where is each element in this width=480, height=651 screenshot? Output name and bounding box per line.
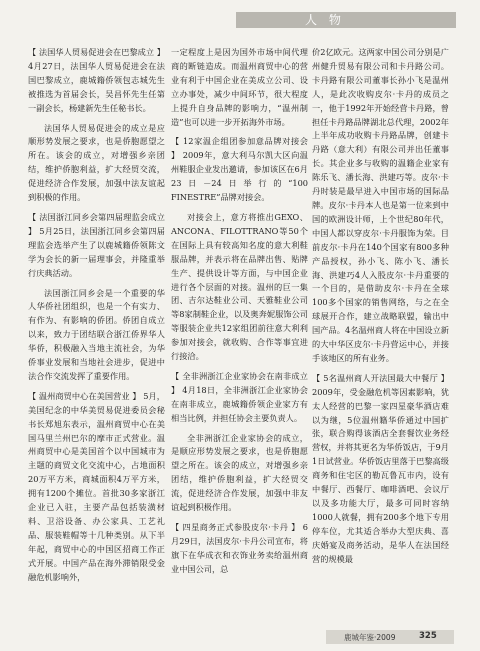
section-title: 人 物 <box>305 13 345 27</box>
paragraph: 一定程度上是因为国外市场中间代理商的断链造成。而温州商贸中心的营业有利于中国企业在美成立公司、设立办事处，减少中间环节，很大程度上提升自身品牌的影响力，“温州制造”也可以进一步开拓海外市场。 <box>171 47 308 127</box>
header-band <box>236 12 456 28</box>
article-africa-association: 【 全非洲浙江企业家协会在南非成立 】 4月18日，全非洲浙江企业家协会在南非成立，鹿城籍侨领企业家方有相当比例，并担任协会主要负责人。 <box>171 370 308 423</box>
article-zhejiang-association: 【 法国浙江同乡会第四届理监会成立 】 5月25日，法国浙江同乡会第四届理监会选举产生了以鹿城籍侨领陈文学为会长的新一届理事会，并隆重举行庆典活动。 <box>28 211 165 278</box>
text-column-2 <box>171 46 308 583</box>
paragraph: 法国华人贸易促进会的成立是应顺形势发展之要求，也是侨胞愿望之所在。该会的成立，对增强乡亲团结，维护侨胞利益，扩大经贸交流，促进经济合作发展，加强中法友谊起到积极的作用。 <box>28 122 165 203</box>
page-number: 325 <box>419 631 437 641</box>
text-column-1 <box>28 46 165 591</box>
paragraph: 全非洲浙江企业家协会的成立，是顺应形势发展之要求，也是侨胞愿望之所在。该会的成立，对增强乡亲团结，维护侨胞利益，扩大经贸交流，促进经济合作发展，加强中非友谊起到积极作用。 <box>171 432 308 513</box>
article-brand-fair: 【 12家温企组团参加意品牌对接会 】 2009年，意大利马尔凯大区向温州鞋服企业发出邀请，参加该区在6月23日－24日举行的“100 FINESTRE”品牌对接会。 <box>171 136 308 203</box>
article-wenzhou-center: 【 温州商贸中心在美国营业 】 5月，美国纪念的中华美贸易促进委员会秘书长郑旭东表示，温州商贸中心在美国马里兰州巴尔的摩市正式营业。温州商贸中心是美国首个以中国城市为主题的商贸文化交流中心，占地面积20万平方米，商城面积4万平方米，拥有1200个摊位。首批30多家浙江企业已入驻，主要产品包括装潢材料、卫浴设备、办公家具、工艺礼品、服装鞋帽等十几种类别。从下半年起，商贸中心的中国区招商工作正式开展。中国产品在海外滞销限受金融危机影响外， <box>28 390 165 582</box>
page-header <box>0 0 480 34</box>
article-restaurant: 【 5名温州商人开法国最大中餐厅 】 2009年，受金融危机等因素影响，犹太人经营的巴黎一家四星豪华酒店难以为继，5位温州籍华侨通过中国扩张，联合购得该酒店全套餐饮业务经营权，并将其更名为华侨饭店，于9月1日试营业。华侨饭店里落于巴黎高级商务和住宅区的勒瓦鲁瓦市内，设有中餐厅、西餐厅、咖啡酒吧、会议厅以及多功能大厅，最多可同时容纳1000人就餐，拥有200多个地下专用停车位，尤其适合举办大型庆典、喜庆婚宴及商务活动，是华人在法国经营的规模最 <box>312 372 449 564</box>
paragraph: 对接会上，意方将推出GEXO、ANCONA、FILOTTRANO等50个在国际上具有较高知名度的意大利鞋服品牌，并表示将在品牌出售、贴牌生产、提供设计等方面，与中国企业进行各个层面的对接。温州的巨一集团、吉尔达鞋业公司、天雅鞋业公司等8家制鞋企业，以及奥奔妮服饰公司等服装企业共12家组团前往意大利利参加对接会，就收购、合作等事宜进行接洽。 <box>171 211 308 362</box>
yearbook-name: 鹿城年鉴·2009 <box>344 633 396 642</box>
article-trade-association: 【 法国华人贸易促进会在巴黎成立 】 4月27日，法国华人贸易促进会在法国巴黎成立，鹿城籍侨领包志城先生被推选为首届会长，吴昌怀先生任第一副会长，杨建新先生任秘书长。 <box>28 47 165 113</box>
paragraph: 价2亿欧元。这两家中国公司分别是广州健升贸易有限公司和卡丹路公司。卡丹路有限公司董事长孙小飞是温州人，是此次收购皮尔·卡丹的成员之一，他于1992年开始经营卡丹路，曾担任卡丹路品牌湖北总代理，2002年上半年成功收购卡丹路品牌，创建卡丹路（意大利）有限公司并出任董事长。其企业多与收购的温籍企业家有陈乐飞、潘长海、洪建巧等。皮尔·卡丹时装是最早进入中国市场的国际品牌。皮尔·卡丹本人也是第一位来到中国的欧洲设计师，上个世纪80年代，中国人都以穿皮尔·卡丹服饰为荣。目前皮尔·卡丹在140个国家有800多种产品授权，孙小飞、陈小飞、潘长海、洪建巧4人入股皮尔·卡丹重要的一个目的，是借助皮尔·卡丹在全球100多个国家的销售网络，与之在全球展开合作，建立战略联盟，输出中国产品。4名温州商人将在中国设立新的大中华区皮尔·卡丹营运中心，并接手该地区的所有业务。 <box>312 47 449 363</box>
text-column-3 <box>312 46 449 573</box>
article-pierre-cardin: 【 四星商务正式参股皮尔·卡丹 】 6月29日，法国皮尔·卡丹公司宣布，将旗下在华成衣和衣饰业务卖给温州商业中国公司，总 <box>171 522 308 574</box>
page-footer <box>0 629 480 651</box>
paragraph: 法国浙江同乡会是一个重要的华人华侨社团组织，也是一个有实力、有作为、有影响的侨团。侨团自成立以来，致力于团结联合浙江侨界华人华侨，积极融入当地主流社会，为华侨事业发展和当地社会进步，促进中法合作交流发挥了重要作用。 <box>28 287 165 381</box>
